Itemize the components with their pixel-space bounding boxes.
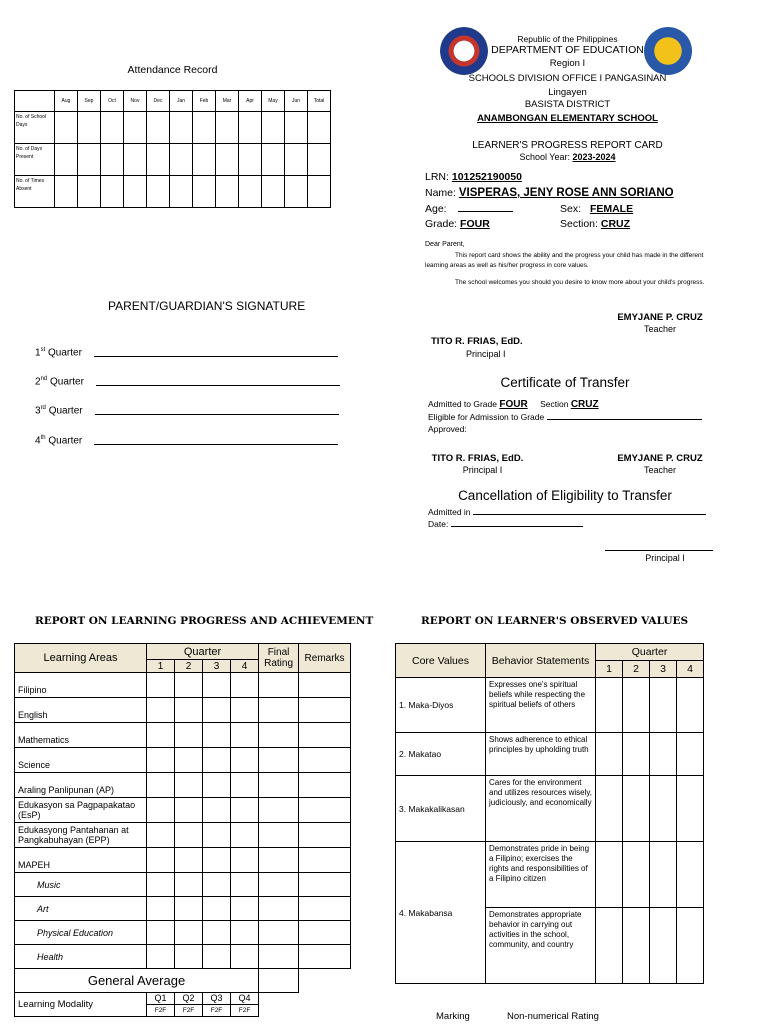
grade-cell[interactable] [175, 848, 203, 873]
subject-name: Art [15, 897, 147, 921]
modality-cell: Q3 F2F [203, 993, 231, 1017]
attendance-cell[interactable] [193, 176, 216, 208]
behavior-statement: Demonstrates pride in being a Filipino; exercises the rights and responsibilities of a Filipino citizen [486, 842, 596, 908]
value-rating-cell[interactable] [623, 776, 650, 842]
sex-row: Sex: FEMALE [560, 203, 634, 215]
teacher-name: EMYJANE P. CRUZ [617, 312, 703, 323]
grade-cell[interactable] [203, 897, 231, 921]
month-header: Sep [78, 91, 101, 112]
quarter-number: 2 [175, 660, 203, 673]
grade-cell[interactable] [231, 848, 259, 873]
value-rating-cell[interactable] [623, 678, 650, 733]
grade-cell[interactable] [203, 723, 231, 748]
principal-name: TITO R. FRIAS, EdD. [431, 336, 523, 347]
signature-quarter-row: 1st Quarter [35, 347, 338, 358]
attendance-cell[interactable] [239, 176, 262, 208]
town-text: Lingayen [548, 87, 587, 98]
grade-cell[interactable] [175, 698, 203, 723]
general-average-label: General Average [15, 969, 259, 993]
grade-cell[interactable] [299, 873, 351, 897]
attendance-row-label: No. of Days Present [15, 144, 55, 176]
attendance-cell[interactable] [308, 112, 331, 144]
values-table [395, 643, 704, 984]
modality-cell: Q1 F2F [147, 993, 175, 1017]
attendance-cell[interactable] [262, 144, 285, 176]
marking-label: Marking [436, 1011, 470, 1022]
quarter-number: 3 [203, 660, 231, 673]
month-header: Apr [239, 91, 262, 112]
quarter-number: 1 [147, 660, 175, 673]
attendance-cell[interactable] [124, 144, 147, 176]
subject-name: Edukasyong Pantahanan at Pangkabuhayan (EPP) [15, 823, 147, 848]
values-row [396, 733, 704, 776]
attendance-cell[interactable] [55, 176, 78, 208]
signature-line[interactable] [94, 444, 338, 445]
subject-name: Araling Panlipunan (AP) [15, 773, 147, 798]
grade-cell[interactable] [175, 723, 203, 748]
grade-cell[interactable] [147, 873, 175, 897]
grade-cell[interactable] [147, 945, 175, 969]
value-rating-cell[interactable] [623, 733, 650, 776]
attendance-table [14, 90, 331, 208]
subject-row [15, 773, 351, 798]
subject-row [15, 873, 351, 897]
grade-cell[interactable] [147, 897, 175, 921]
name-row: Name: VISPERAS, JENY ROSE ANN SORIANO [425, 187, 674, 199]
attendance-cell[interactable] [285, 144, 308, 176]
signature-title: PARENT/GUARDIAN'S SIGNATURE [108, 299, 306, 313]
col-final-rating: Final Rating [259, 644, 299, 673]
value-rating-cell[interactable] [596, 776, 623, 842]
grade-cell[interactable] [231, 723, 259, 748]
grade-cell[interactable] [299, 723, 351, 748]
attendance-cell[interactable] [78, 176, 101, 208]
behavior-statement: Expresses one's spiritual beliefs while respecting the spiritual beliefs of others [486, 678, 596, 733]
subject-name: Physical Education [15, 921, 147, 945]
grade-cell[interactable] [259, 873, 299, 897]
subject-row [15, 823, 351, 848]
values-row [396, 678, 704, 733]
republic-text: Republic of the Philippines [517, 34, 618, 44]
subject-row [15, 723, 351, 748]
attendance-cell[interactable] [55, 144, 78, 176]
attendance-cell[interactable] [78, 112, 101, 144]
grade-cell[interactable] [175, 773, 203, 798]
grade-cell[interactable] [231, 873, 259, 897]
grade-cell[interactable] [231, 945, 259, 969]
subject-row [15, 673, 351, 698]
value-rating-cell[interactable] [650, 842, 677, 908]
behavior-statement: Demonstrates appropriate behavior in carrying out activities in the school, community, and country [486, 908, 596, 984]
grade-cell[interactable] [299, 673, 351, 698]
attendance-cell[interactable] [216, 112, 239, 144]
subject-name: Science [15, 748, 147, 773]
value-rating-cell[interactable] [677, 733, 704, 776]
grade-cell[interactable] [259, 673, 299, 698]
section-row: Section: CRUZ [560, 218, 631, 230]
card-title: LEARNER'S PROGRESS REPORT CARD [472, 140, 663, 151]
col-core-values: Core Values [396, 644, 486, 678]
subject-row [15, 748, 351, 773]
attendance-row [15, 112, 331, 144]
subject-name: English [15, 698, 147, 723]
subject-row [15, 897, 351, 921]
grade-cell[interactable] [231, 698, 259, 723]
letter-paragraph-2: The school welcomes you should you desire to know more about your child's progress. [455, 279, 705, 286]
age-row: Age: [425, 203, 513, 215]
letter-salutation: Dear Parent, [425, 241, 465, 248]
grade-cell[interactable] [147, 773, 175, 798]
transfer-principal-name: TITO R. FRIAS, EdD. [431, 453, 524, 464]
grade-cell[interactable] [259, 698, 299, 723]
grade-cell[interactable] [231, 921, 259, 945]
attendance-cell[interactable] [308, 176, 331, 208]
region-text: Region I [549, 58, 586, 69]
principal-role: Principal I [466, 349, 506, 359]
grade-cell[interactable] [203, 698, 231, 723]
transfer-approved: Approved: [428, 424, 467, 434]
transfer-title: Certificate of Transfer [500, 375, 630, 390]
transfer-teacher-role: Teacher [643, 465, 677, 475]
attendance-row-label: No. of Times Absent [15, 176, 55, 208]
core-value-name: 3. Makakalikasan [396, 776, 486, 842]
core-value-name: 1. Maka-Diyos [396, 678, 486, 733]
transfer-admitted-row: Admitted to Grade FOUR Section CRUZ [428, 399, 599, 410]
cancellation-title: Cancellation of Eligibility to Transfer [458, 488, 672, 503]
grade-cell[interactable] [175, 873, 203, 897]
subject-row [15, 921, 351, 945]
attendance-cell[interactable] [147, 112, 170, 144]
attendance-cell[interactable] [308, 144, 331, 176]
value-rating-cell[interactable] [623, 908, 650, 984]
grade-cell[interactable] [299, 748, 351, 773]
behavior-statement: Cares for the environment and utilizes resources wisely, judiciously, and economically [486, 776, 596, 842]
attendance-cell[interactable] [78, 144, 101, 176]
value-rating-cell[interactable] [596, 842, 623, 908]
letter-paragraph-1: This report card shows the ability and the progress your child has made in the different learning areas as well as his/her progress in core values. [425, 252, 704, 269]
month-header: Feb [193, 91, 216, 112]
signature-line[interactable] [95, 414, 339, 415]
value-rating-cell[interactable] [596, 908, 623, 984]
grade-cell[interactable] [299, 897, 351, 921]
subject-name: Health [15, 945, 147, 969]
signature-quarter-row: 2nd Quarter [35, 376, 340, 387]
subject-row [15, 848, 351, 873]
col-remarks: Remarks [299, 644, 351, 673]
attendance-corner [15, 91, 55, 112]
values-row [396, 776, 704, 842]
grade-cell[interactable] [299, 848, 351, 873]
subject-name: Edukasyon sa Pagpapakatao (EsP) [15, 798, 147, 823]
modality-cell: Q2 F2F [175, 993, 203, 1017]
grade-cell[interactable] [231, 673, 259, 698]
grade-cell[interactable] [259, 823, 299, 848]
value-rating-cell[interactable] [596, 678, 623, 733]
grade-cell[interactable] [175, 673, 203, 698]
grade-cell[interactable] [203, 945, 231, 969]
grade-cell[interactable] [175, 921, 203, 945]
month-header: Jun [285, 91, 308, 112]
attendance-cell[interactable] [216, 176, 239, 208]
grade-cell[interactable] [147, 798, 175, 823]
attendance-cell[interactable] [170, 112, 193, 144]
cancellation-signature-line [605, 550, 713, 551]
month-header: Aug [55, 91, 78, 112]
subject-row [15, 698, 351, 723]
attendance-cell[interactable] [124, 112, 147, 144]
grade-cell[interactable] [259, 945, 299, 969]
grade-cell[interactable] [203, 673, 231, 698]
value-rating-cell[interactable] [623, 842, 650, 908]
modality-label: Learning Modality [15, 993, 147, 1017]
value-rating-cell[interactable] [677, 908, 704, 984]
general-average-row [15, 969, 351, 993]
grade-cell[interactable] [147, 823, 175, 848]
teacher-role: Teacher [643, 324, 677, 334]
modality-row [15, 993, 351, 1017]
grade-cell[interactable] [299, 823, 351, 848]
attendance-cell[interactable] [170, 144, 193, 176]
attendance-cell[interactable] [216, 144, 239, 176]
col-quarter: Quarter [147, 644, 259, 660]
grade-cell[interactable] [231, 823, 259, 848]
col-values-quarter: Quarter [596, 644, 704, 661]
subject-name: Filipino [15, 673, 147, 698]
attendance-cell[interactable] [101, 144, 124, 176]
grade-cell[interactable] [231, 897, 259, 921]
grades-table [14, 643, 351, 1017]
grade-cell[interactable] [259, 848, 299, 873]
grade-cell[interactable] [203, 748, 231, 773]
signature-line[interactable] [96, 385, 340, 386]
values-quarter-number: 1 [596, 661, 623, 678]
attendance-cell[interactable] [170, 176, 193, 208]
month-header: Nov [124, 91, 147, 112]
attendance-cell[interactable] [193, 112, 216, 144]
core-value-name: 4. Makabansa [396, 842, 486, 984]
grade-cell[interactable] [147, 921, 175, 945]
attendance-row-label: No. of School Days [15, 112, 55, 144]
grade-cell[interactable] [259, 723, 299, 748]
attendance-cell[interactable] [239, 112, 262, 144]
month-header: May [262, 91, 285, 112]
month-header: Mar [216, 91, 239, 112]
values-quarter-number: 2 [623, 661, 650, 678]
grade-cell[interactable] [147, 698, 175, 723]
subject-row [15, 798, 351, 823]
attendance-cell[interactable] [262, 112, 285, 144]
signature-quarter-row: 3rd Quarter [35, 405, 339, 416]
subject-name: MAPEH [15, 848, 147, 873]
attendance-cell[interactable] [124, 176, 147, 208]
division-text: SCHOOLS DIVISION OFFICE I PANGASINAN [468, 73, 667, 84]
grade-cell[interactable] [147, 748, 175, 773]
subject-row [15, 945, 351, 969]
attendance-cell[interactable] [285, 176, 308, 208]
values-section-title: REPORT ON LEARNER'S OBSERVED VALUES [421, 615, 689, 627]
grade-cell[interactable] [203, 773, 231, 798]
attendance-cell[interactable] [193, 144, 216, 176]
district-text: BASISTA DISTRICT [524, 99, 611, 110]
grade-cell[interactable] [175, 823, 203, 848]
grade-cell[interactable] [299, 798, 351, 823]
attendance-cell[interactable] [262, 176, 285, 208]
core-value-name: 2. Makatao [396, 733, 486, 776]
grade-cell[interactable] [203, 873, 231, 897]
grade-cell[interactable] [259, 748, 299, 773]
attendance-cell[interactable] [55, 112, 78, 144]
value-rating-cell[interactable] [650, 908, 677, 984]
value-rating-cell[interactable] [596, 733, 623, 776]
grade-cell[interactable] [147, 723, 175, 748]
grade-cell[interactable] [203, 921, 231, 945]
col-behavior-statements: Behavior Statements [486, 644, 596, 678]
values-row [396, 842, 704, 908]
school-year: School Year: 2023-2024 [519, 152, 616, 162]
grade-cell[interactable] [175, 897, 203, 921]
cancellation-date-row: Date: [428, 519, 583, 529]
general-average-cell[interactable] [259, 969, 299, 993]
behavior-statement: Shows adherence to ethical principles by upholding truth [486, 733, 596, 776]
col-learning-areas: Learning Areas [15, 644, 147, 673]
attendance-cell[interactable] [239, 144, 262, 176]
attendance-cell[interactable] [285, 112, 308, 144]
month-header: Total [308, 91, 331, 112]
blank-cell [259, 993, 351, 1017]
grade-cell[interactable] [259, 897, 299, 921]
grade-cell[interactable] [259, 921, 299, 945]
subject-name: Mathematics [15, 723, 147, 748]
department-text: DEPARTMENT OF EDUCATION [491, 44, 644, 56]
grade-cell[interactable] [175, 798, 203, 823]
grade-cell[interactable] [203, 823, 231, 848]
grade-cell[interactable] [299, 698, 351, 723]
value-rating-cell[interactable] [650, 776, 677, 842]
grade-cell[interactable] [203, 798, 231, 823]
values-quarter-number: 3 [650, 661, 677, 678]
blank-cell [299, 969, 351, 993]
grade-cell[interactable] [147, 673, 175, 698]
value-rating-cell[interactable] [650, 733, 677, 776]
signature-quarter-row: 4th Quarter [35, 435, 338, 446]
grade-cell[interactable] [203, 848, 231, 873]
grade-cell[interactable] [175, 748, 203, 773]
transfer-eligible-row: Eligible for Admission to Grade [428, 412, 702, 422]
lrn-row: LRN: 101252190050 [425, 171, 522, 183]
attendance-cell[interactable] [147, 144, 170, 176]
transfer-teacher-name: EMYJANE P. CRUZ [617, 453, 703, 464]
month-header: Oct [101, 91, 124, 112]
grade-cell[interactable] [175, 945, 203, 969]
signature-line[interactable] [94, 356, 338, 357]
grade-cell[interactable] [299, 945, 351, 969]
grade-cell[interactable] [147, 848, 175, 873]
school-name: ANAMBONGAN ELEMENTARY SCHOOL [477, 113, 658, 124]
quarter-number: 4 [231, 660, 259, 673]
value-rating-cell[interactable] [677, 678, 704, 733]
grade-cell[interactable] [231, 748, 259, 773]
value-rating-cell[interactable] [650, 678, 677, 733]
month-header: Dec [147, 91, 170, 112]
modality-cell: Q4 F2F [231, 993, 259, 1017]
attendance-row [15, 144, 331, 176]
grade-cell[interactable] [299, 773, 351, 798]
grade-cell[interactable] [231, 773, 259, 798]
grade-cell[interactable] [299, 921, 351, 945]
grade-row: Grade: FOUR [425, 218, 490, 230]
attendance-title: Attendance Record [127, 64, 218, 76]
rating-label: Non-numerical Rating [507, 1011, 599, 1022]
attendance-cell[interactable] [101, 112, 124, 144]
grade-cell[interactable] [259, 773, 299, 798]
subject-name: Music [15, 873, 147, 897]
attendance-row [15, 176, 331, 208]
values-quarter-number: 4 [677, 661, 704, 678]
grades-section-title: REPORT ON LEARNING PROGRESS AND ACHIEVEMENT [35, 615, 374, 627]
cancellation-admitted-row: Admitted in [428, 507, 706, 517]
grade-cell[interactable] [231, 798, 259, 823]
cancellation-principal-role: Principal I [645, 553, 685, 563]
transfer-principal-role: Principal I [462, 465, 503, 475]
value-rating-cell[interactable] [677, 776, 704, 842]
month-header: Jan [170, 91, 193, 112]
attendance-cell[interactable] [147, 176, 170, 208]
grade-cell[interactable] [259, 798, 299, 823]
value-rating-cell[interactable] [677, 842, 704, 908]
attendance-cell[interactable] [101, 176, 124, 208]
